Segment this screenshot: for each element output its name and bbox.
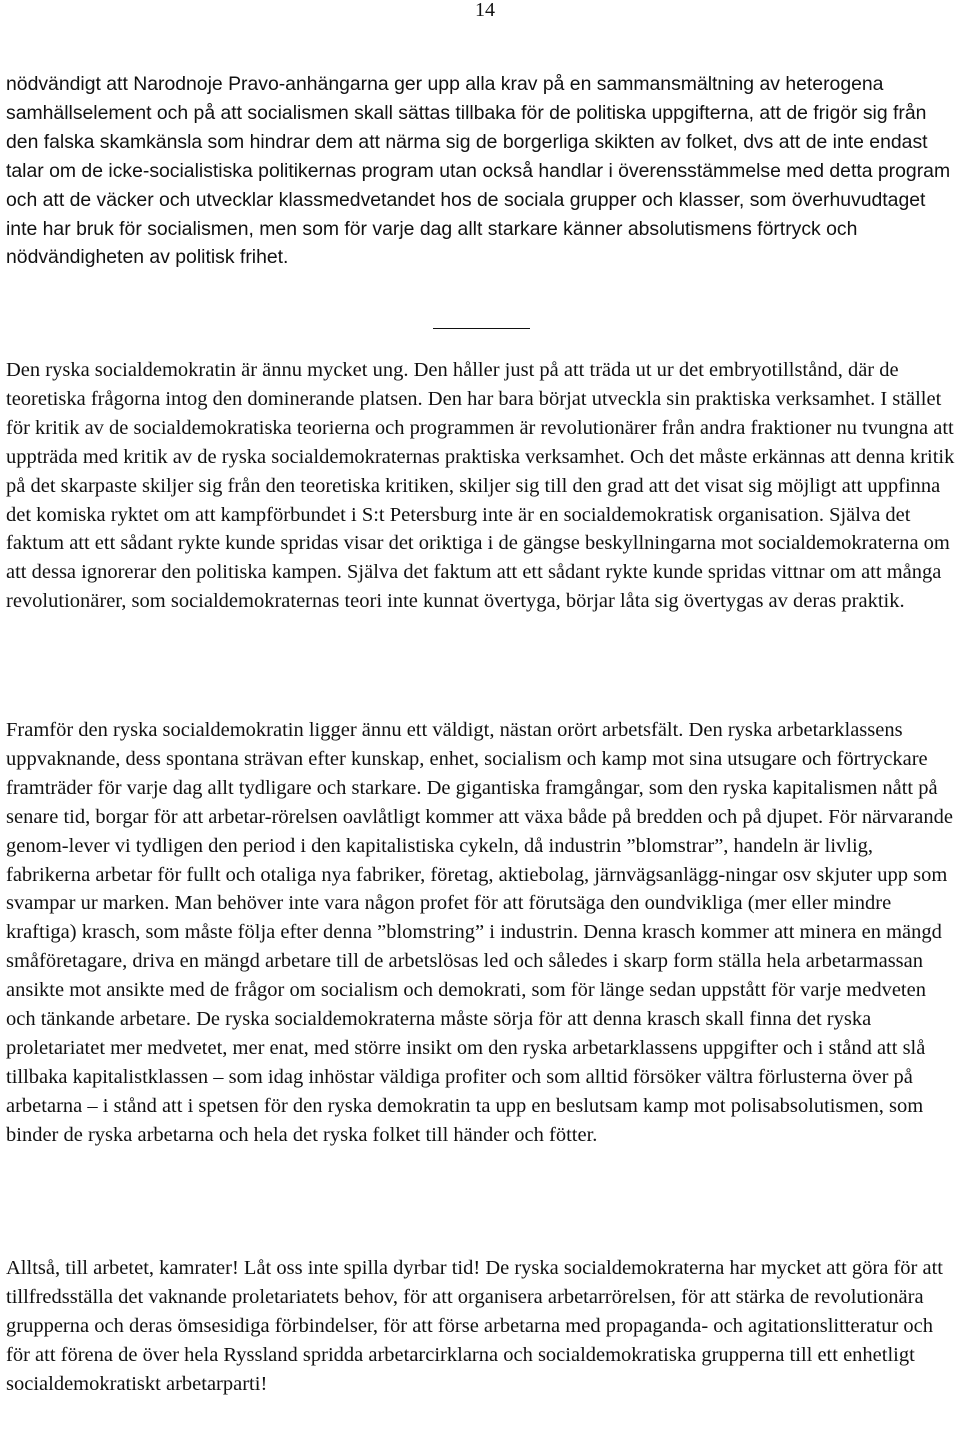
page-number: 14: [475, 0, 495, 21]
paragraph-4: Alltså, till arbetet, kamrater! Låt oss inte spilla dyrbar tid! De ryska socialdemokraterna har mycket att göra för att tillfredsställa det vaknande proletariatets behov, för att organisera arbetarrörelsen, för att stärka de revolutionära grupperna och deras ömsesidiga förbindelser, för att förse arbetarna med propaganda- och agitationslitteratur och för att förena de över hela Ryssland spridda arbetarcirklarna och socialdemokratiska grupperna till ett enhetligt socialdemokratiskt arbetarparti!: [6, 1257, 943, 1395]
section-separator: [433, 328, 530, 329]
paragraph-3: Framför den ryska socialdemokratin ligger ännu ett väldigt, nästan orört arbetsfält. Den ryska arbetarklassens uppvaknande, dess spontana strävan efter kunskap, enhet, socialism och kamp mot sina utsugare och förtryckare framträder för varje dag allt tydligare och starkare. De gigantiska framgångar, som den ryska kapitalismen nått på senare tid, borgar för att arbetar-rörelsen oavlåtligt kommer att växa både på bredden och på djupet. För närvarande genom-lever vi tydligen den period i den kapitalistiska cykeln, då industrin ”blomstrar”, handeln är livlig, fabrikerna arbetar för fullt och otaliga nya fabriker, företag, aktiebolag, järnvägsanlägg-ningar osv skjuter upp som svampar ur marken. Man behöver inte vara någon profet för att förutsäga den oundvikliga (mer eller mindre kraftiga) krasch, som måste följa efter denna ”blomstring” i industrin. Denna krasch kommer att minera en mängd småföretagare, driva en mängd arbetare till de arbetslösas led och således i skarp form ställa hela arbetarmassan ansikte mot ansikte med de frågor om socialism och demokrati, som för länge sedan uppstått för varje medveten och tänkande arbetare. De ryska socialdemokraterna måste sörja för att denna krasch skall finna det ryska proletariatet mer medvetet, mer enat, med större insikt om den ryska arbetarklassens uppgifter och i stånd att slå tillbaka kapitalistklassen – som idag inhöstar väldiga profiter och som alltid försöker vältra förlusterna över på arbetarna – i stånd att i spetsen för den ryska demokratin ta upp en beslutsam kamp mot polisabsolutismen, som binder de ryska arbetarna och hela det ryska folket till händer och fötter.: [6, 719, 953, 1146]
paragraph-1: nödvändigt att Narodnoje Pravo-anhängarna ger upp alla krav på en sammansmältning av heterogena samhällselement och på att socialismen skall sättas tillbaka för de politiska uppgifterna, att de frigör sig från den falska skamkänsla som hindrar dem att närma sig de borgerliga skikten av folket, dvs att de inte endast talar om de icke-socialistiska politikernas program utan också handlar i överensstämmelse med detta program och att de väcker och utvecklar klassmedvetandet hos de sociala grupper och klasser, som överhuvudtaget inte har bruk för socialismen, men som för varje dag allt starkare känner absolutismens förtryck och nödvändigheten av politisk frihet.: [6, 73, 951, 269]
paragraph-2: Den ryska socialdemokratin är ännu mycket ung. Den håller just på att träda ut ur det embryotillstånd, där de teoretiska frågorna intog den dominerande platsen. Den har bara börjat utveckla sin praktiska verksamhet. I stället för kritik av de socialdemokratiska teorierna och programmen är revolutionärer från andra fraktioner nu tvungna att uppträda med kritik av de ryska socialdemokraternas praktiska verksamhet. Och det måste erkännas att denna kritik på det skarpaste skiljer sig från den teoretiska kritiken, skiljer sig till den grad att det visat sig möjligt att uppfinna det komiska ryktet om att kampförbundet i S:t Petersburg inte är en socialdemokratisk organisation. Själva det faktum att ett sådant rykte kunde spridas visar det oriktiga i de gängse beskyllningarna mot socialdemokraterna om att dessa ignorerar den politiska kampen. Själva det faktum att ett sådant rykte kunde spridas vittnar om att många revolutionärer, som socialdemokraternas teori inte kunnat övertyga, börjar låta sig övertygas av deras praktik.: [6, 359, 955, 613]
